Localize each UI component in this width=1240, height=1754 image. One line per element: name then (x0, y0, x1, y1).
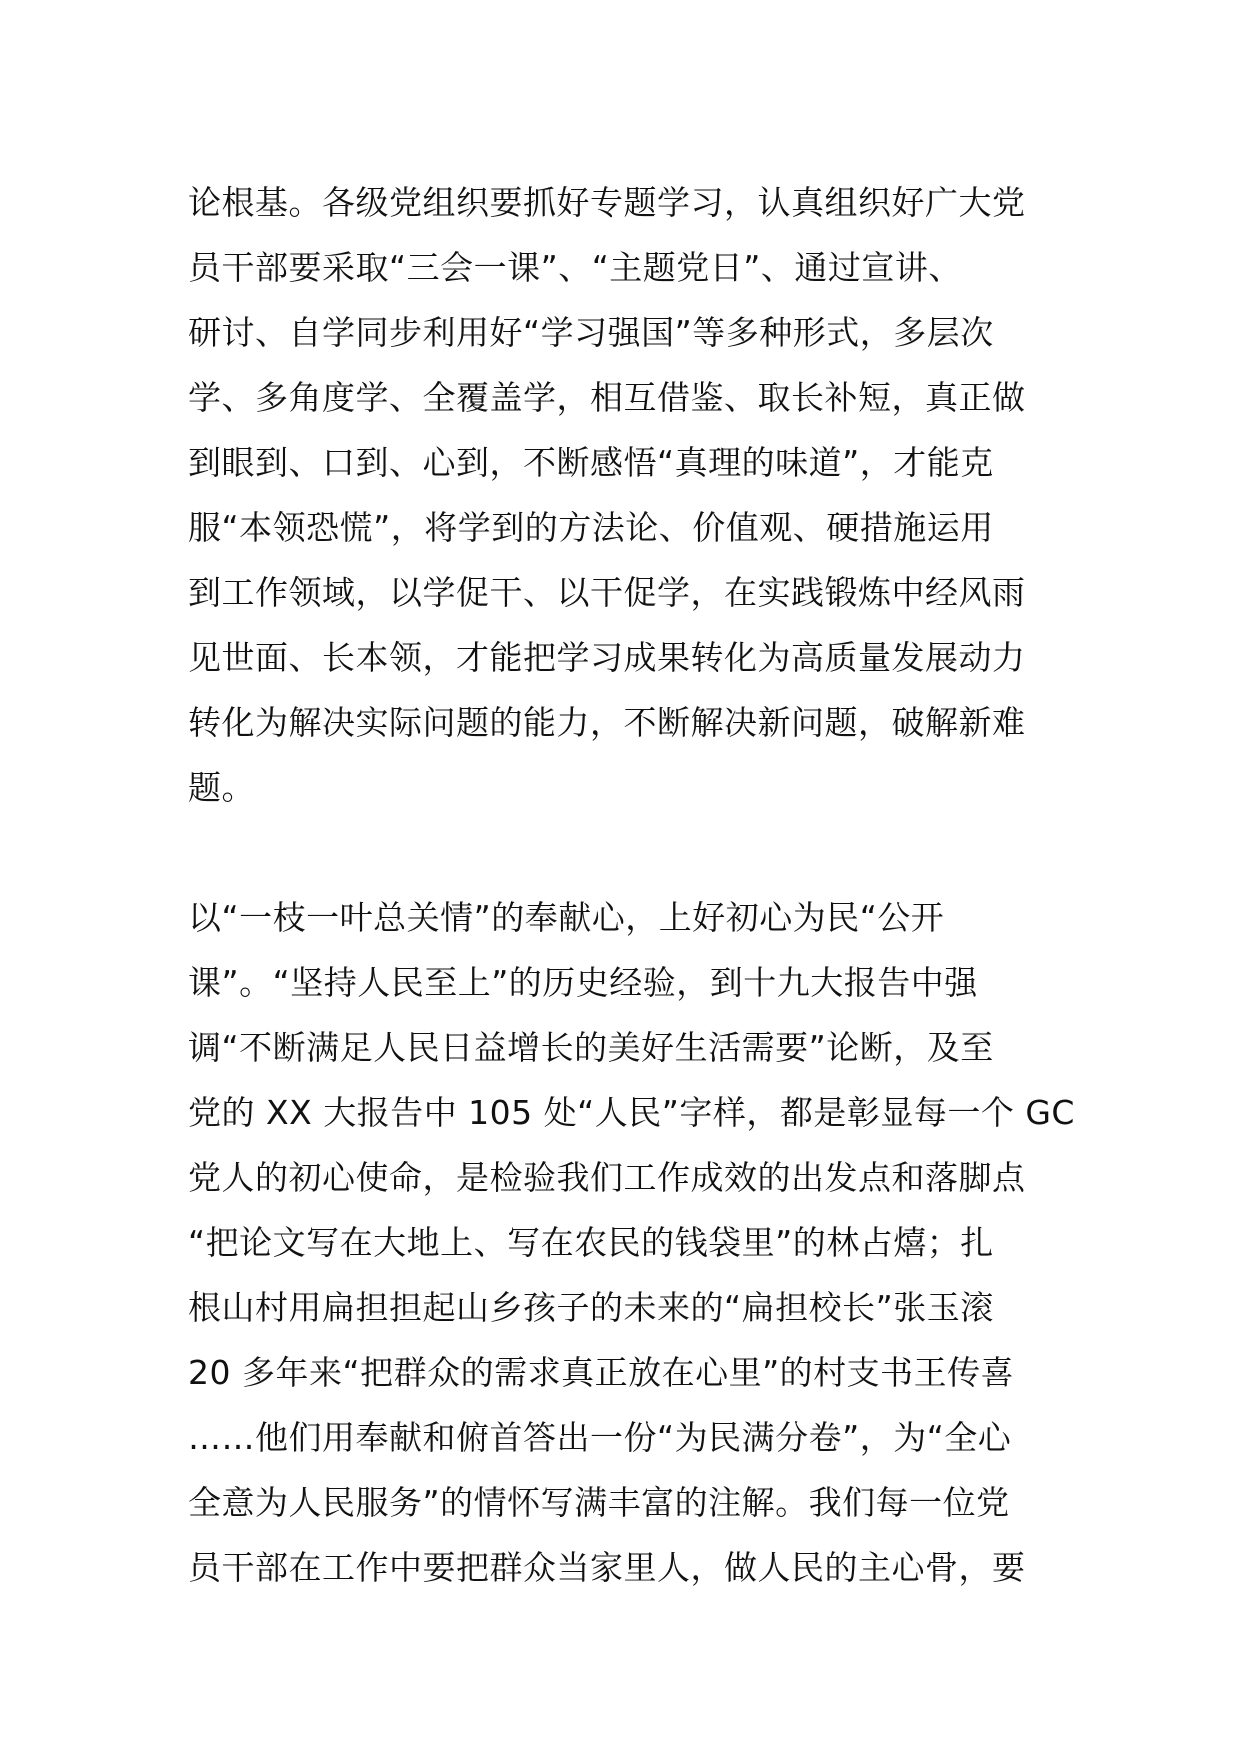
text-line: 党人的初心使命，是检验我们工作成效的出发点和落脚点 (188, 1158, 1026, 1197)
text-line: “把论文写在大地上、写在农民的钱袋里”的林占熺；扎 (188, 1223, 994, 1262)
text-line: ……他们用奉献和俯首答出一份“为民满分卷”，为“全心 (188, 1418, 1012, 1457)
text-line: 根山村用扁担担起山乡孩子的未来的“扁担校长”张玉滚 (188, 1288, 994, 1327)
text-line: 转化为解决实际问题的能力，不断解决新问题，破解新难 (188, 703, 1026, 742)
text-line: 员干部要采取“三会一课”、“主题党日”、通过宣讲、 (188, 248, 962, 287)
text-line: 论根基。各级党组织要抓好专题学习，认真组织好广大党 (188, 183, 1026, 222)
text-line: 党的 XX 大报告中 105 处“人民”字样，都是彰显每一个 GC (188, 1093, 1075, 1132)
text-line: 全意为人民服务”的情怀写满丰富的注解。我们每一位党 (188, 1483, 1010, 1522)
text-line: 以“一枝一叶总关情”的奉献心，上好初心为民“公开 (188, 898, 945, 937)
text-line: 见世面、长本领，才能把学习成果转化为高质量发展动力 (188, 638, 1026, 677)
text-line: 调“不断满足人民日益增长的美好生活需要”论断，及至 (188, 1028, 994, 1067)
text-line: 题。 (188, 768, 255, 807)
paragraph-2 (188, 885, 1075, 1600)
text-line: 20 多年来“把群众的需求真正放在心里”的村支书王传喜 (188, 1353, 1015, 1392)
text-line: 服“本领恐慌”，将学到的方法论、价值观、硬措施运用 (188, 508, 994, 547)
text-line: 学、多角度学、全覆盖学，相互借鉴、取长补短，真正做 (188, 378, 1026, 417)
text-line: 到工作领域，以学促干、以干促学，在实践锻炼中经风雨 (188, 573, 1026, 612)
text-line: 研讨、自学同步利用好“学习强国”等多种形式，多层次 (188, 313, 994, 352)
text-line: 到眼到、口到、心到，不断感悟“真理的味道”，才能克 (188, 443, 994, 482)
paragraph-1 (188, 170, 1060, 820)
text-line: 课”。“坚持人民至上”的历史经验，到十九大报告中强 (188, 963, 978, 1002)
text-line: 员干部在工作中要把群众当家里人，做人民的主心骨，要 (188, 1548, 1026, 1587)
